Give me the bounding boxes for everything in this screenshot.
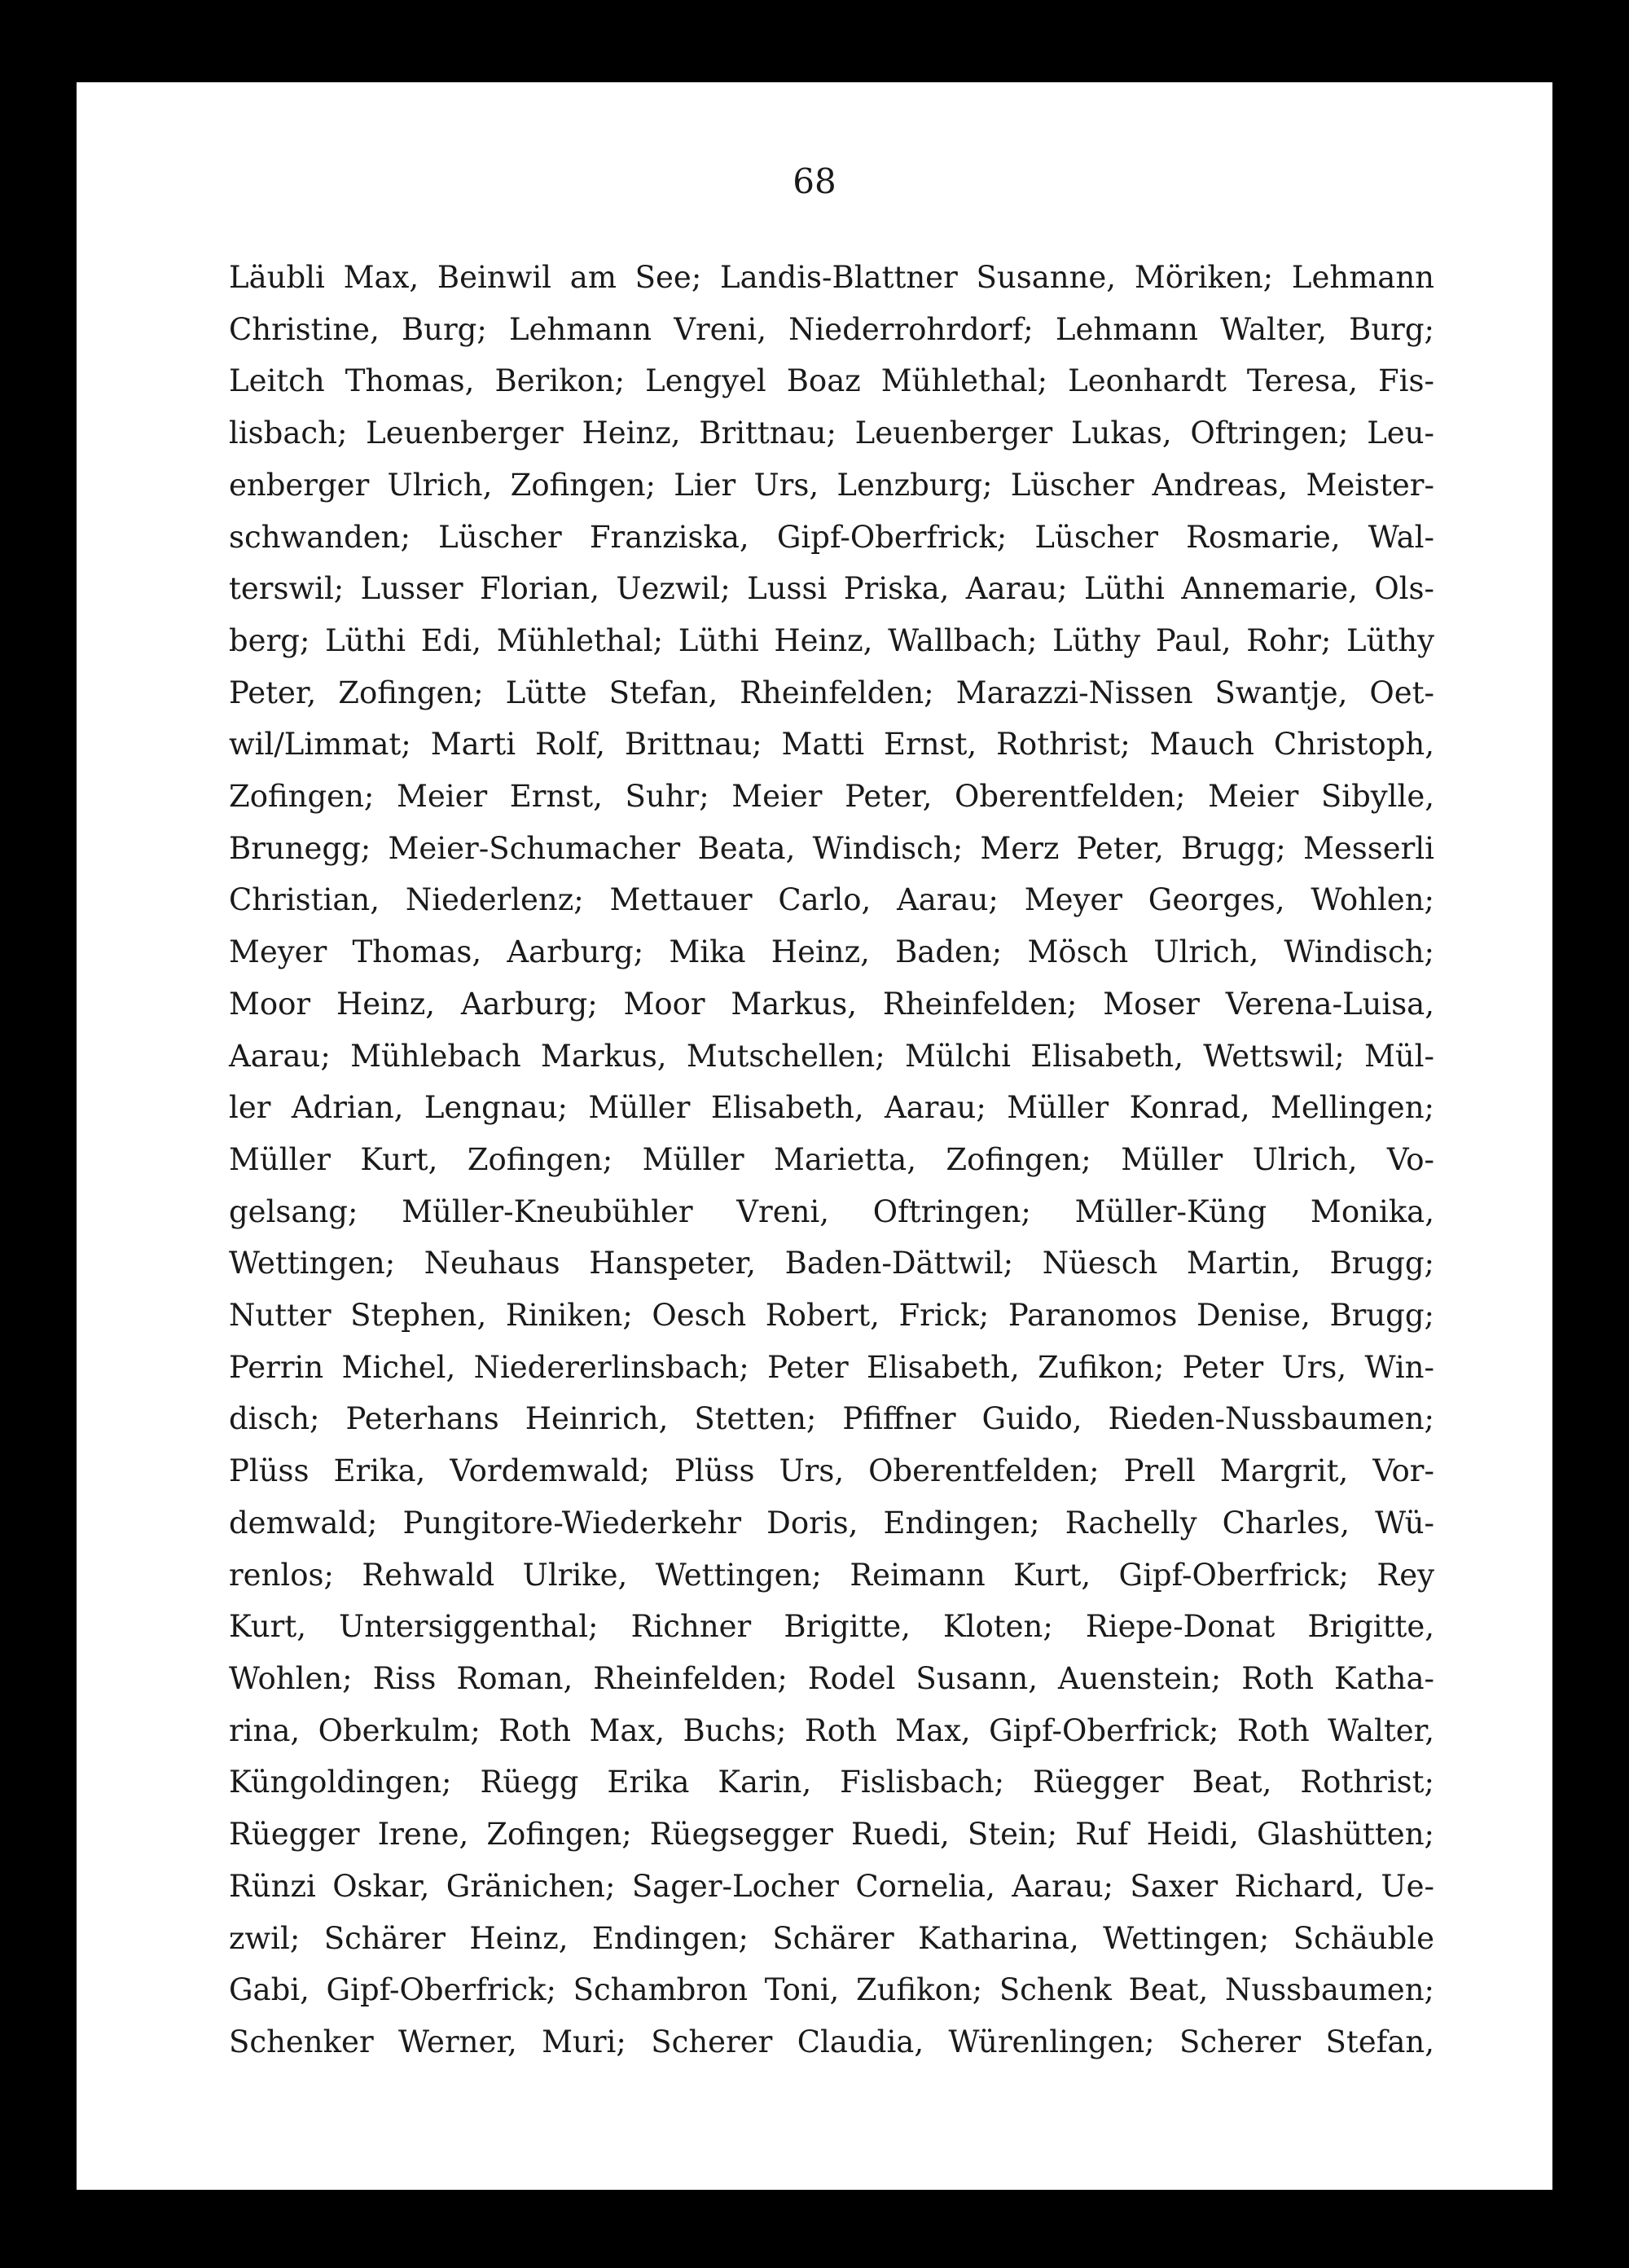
text-line: Moor Heinz, Aarburg; Moor Markus, Rheinfelden; Moser Verena-Luisa, bbox=[229, 986, 1434, 1022]
text-line: rina, Oberkulm; Roth Max, Buchs; Roth Max, Gipf-Oberfrick; Roth Walter, bbox=[229, 1712, 1434, 1748]
text-line: demwald; Pungitore-Wiederkehr Doris, Endingen; Rachelly Charles, Wü- bbox=[229, 1505, 1434, 1541]
text-line: Zofingen; Meier Ernst, Suhr; Meier Peter, Oberentfelden; Meier Sibylle, bbox=[229, 779, 1434, 815]
text-line: wil/Limmat; Marti Rolf, Brittnau; Matti Ernst, Rothrist; Mauch Christoph, bbox=[229, 727, 1434, 763]
text-line: enberger Ulrich, Zofingen; Lier Urs, Lenzburg; Lüscher Andreas, Meister- bbox=[229, 467, 1434, 503]
text-line: schwanden; Lüscher Franziska, Gipf-Oberfrick; Lüscher Rosmarie, Wal- bbox=[229, 519, 1434, 555]
name-list-paragraph bbox=[229, 252, 1434, 2068]
text-line: Schenker Werner, Muri; Scherer Claudia, Würenlingen; Scherer Stefan, bbox=[229, 2024, 1434, 2059]
text-line: Plüss Erika, Vordemwald; Plüss Urs, Oberentfelden; Prell Margrit, Vor- bbox=[229, 1453, 1434, 1489]
text-line: Christian, Niederlenz; Mettauer Carlo, Aarau; Meyer Georges, Wohlen; bbox=[229, 882, 1434, 918]
text-line: Müller Kurt, Zofingen; Müller Marietta, Zofingen; Müller Ulrich, Vo- bbox=[229, 1141, 1434, 1177]
text-line: Rüegger Irene, Zofingen; Rüegsegger Ruedi, Stein; Ruf Heidi, Glashütten; bbox=[229, 1817, 1434, 1853]
page-number: 68 bbox=[793, 161, 836, 201]
text-line: Brunegg; Meier-Schumacher Beata, Windisch; Merz Peter, Brugg; Messerli bbox=[229, 830, 1434, 866]
text-line: Küngoldingen; Rüegg Erika Karin, Fislisbach; Rüegger Beat, Rothrist; bbox=[229, 1765, 1434, 1800]
text-line: Peter, Zofingen; Lütte Stefan, Rheinfelden; Marazzi-Nissen Swantje, Oet- bbox=[229, 675, 1434, 710]
text-line: Kurt, Untersiggenthal; Richner Brigitte, Kloten; Riepe-Donat Brigitte, bbox=[229, 1609, 1434, 1645]
text-line: Perrin Michel, Niedererlinsbach; Peter Elisabeth, Zufikon; Peter Urs, Win- bbox=[229, 1349, 1434, 1385]
text-line: Leitch Thomas, Berikon; Lengyel Boaz Mühlethal; Leonhardt Teresa, Fis- bbox=[229, 363, 1434, 399]
text-line: Aarau; Mühlebach Markus, Mutschellen; Mülchi Elisabeth, Wettswil; Mül- bbox=[229, 1038, 1434, 1074]
text-line: disch; Peterhans Heinrich, Stetten; Pfiffner Guido, Rieden-Nussbaumen; bbox=[229, 1401, 1434, 1437]
text-line: Wohlen; Riss Roman, Rheinfelden; Rodel Susann, Auenstein; Roth Katha- bbox=[229, 1660, 1434, 1696]
text-line: Christine, Burg; Lehmann Vreni, Niederrohrdorf; Lehmann Walter, Burg; bbox=[229, 311, 1434, 347]
text-line: Nutter Stephen, Riniken; Oesch Robert, Frick; Paranomos Denise, Brugg; bbox=[229, 1298, 1434, 1334]
text-line: berg; Lüthi Edi, Mühlethal; Lüthi Heinz, Wallbach; Lüthy Paul, Rohr; Lüthy bbox=[229, 622, 1434, 658]
text-line: renlos; Rehwald Ulrike, Wettingen; Reimann Kurt, Gipf-Oberfrick; Rey bbox=[229, 1557, 1434, 1593]
text-line: terswil; Lusser Florian, Uezwil; Lussi Priska, Aarau; Lüthi Annemarie, Ols- bbox=[229, 571, 1434, 607]
text-line: Gabi, Gipf-Oberfrick; Schambron Toni, Zufikon; Schenk Beat, Nussbaumen; bbox=[229, 1972, 1434, 2008]
text-line: gelsang; Müller-Kneubühler Vreni, Oftringen; Müller-Küng Monika, bbox=[229, 1193, 1434, 1229]
text-line: Wettingen; Neuhaus Hanspeter, Baden-Dättwil; Nüesch Martin, Brugg; bbox=[229, 1246, 1434, 1281]
text-line: Läubli Max, Beinwil am See; Landis-Blattner Susanne, Möriken; Lehmann bbox=[229, 260, 1434, 295]
text-line: Meyer Thomas, Aarburg; Mika Heinz, Baden; Mösch Ulrich, Windisch; bbox=[229, 934, 1434, 970]
text-line: lisbach; Leuenberger Heinz, Brittnau; Leuenberger Lukas, Oftringen; Leu- bbox=[229, 415, 1434, 451]
text-line: ler Adrian, Lengnau; Müller Elisabeth, Aarau; Müller Konrad, Mellingen; bbox=[229, 1090, 1434, 1126]
document-page bbox=[77, 82, 1552, 2190]
text-line: Rünzi Oskar, Gränichen; Sager-Locher Cornelia, Aarau; Saxer Richard, Ue- bbox=[229, 1868, 1434, 1904]
text-line: zwil; Schärer Heinz, Endingen; Schärer Katharina, Wettingen; Schäuble bbox=[229, 1920, 1434, 1956]
